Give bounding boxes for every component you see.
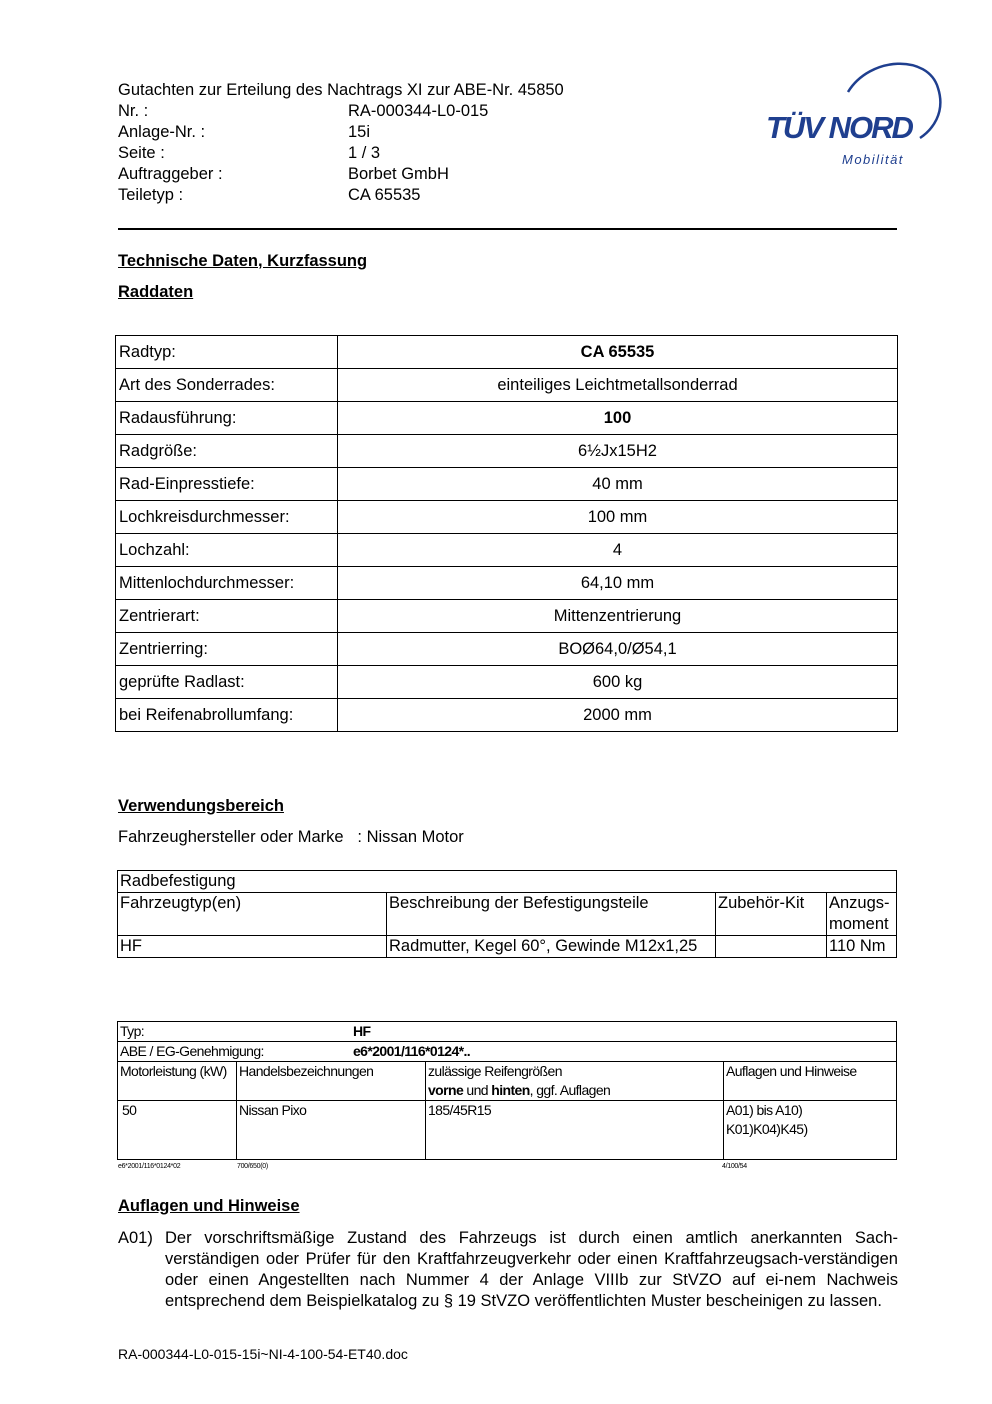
document-header [118,80,564,206]
table-row: Mittenlochdurchmesser: 64,10 mm [116,567,898,600]
manufacturer-line: Fahrzeughersteller oder Marke : Nissan Motor [118,828,464,846]
vehicle-type-table [117,1021,897,1160]
table-row: Radtyp: CA 65535 [116,336,898,369]
table-row: Art des Sonderrades: einteiliges Leichtmetallsonderrad [116,369,898,402]
wheel-data-table [115,335,898,732]
table-header-row: Fahrzeugtyp(en) Beschreibung der Befestigungsteile Zubehör-Kit Anzugs-moment [118,893,897,936]
note-label: A01) [118,1229,153,1247]
section-heading-wheel: Raddaten [118,283,194,301]
logo-sub: Mobilität [842,152,904,167]
table-row: Zentrierart: Mittenzentrierung [116,600,898,633]
fine-print: 4/100/54 [722,1163,747,1170]
header-row: Teiletyp : CA 65535 [118,186,421,204]
note-text: Der vorschriftsmäßige Zustand des Fahrzeugs ist durch einen amtlich anerkannten Sach-verständigen oder Prüfer für den Kraftfahrzeugverkehr oder einen Kraftfahrzeugsach-verständigen oder einen Angestellten nach Nummer 4 der Anlage VIIIb zur StVZO auf ei-nem Nachweis entsprechend dem Beispielkatalog zu § 19 StVZO veröffentlichten Muster bescheinigen zu lassen. [165,1229,898,1310]
table-row: 50 Nissan Pixo 185/45R15 A01) bis A10) K01)K04)K45) [118,1101,897,1160]
header-row: Nr. : RA-000344-L0-015 [118,102,489,120]
fastening-table [117,870,897,958]
table-row: Radbefestigung [118,871,897,893]
table-row: Radausführung: 100 [116,402,898,435]
footer-filename: RA-000344-L0-015-15i~NI-4-100-54-ET40.doc [118,1346,408,1362]
header-divider [118,228,897,230]
section-heading-technical: Technische Daten, Kurzfassung [118,252,368,270]
table-row: ABE / EG-Genehmigung: e6*2001/116*0124*.. [118,1042,897,1062]
fine-print: 700/650(0) [237,1163,268,1170]
header-row: Anlage-Nr. : 15i [118,123,371,141]
table-row: Radgröße: 6½Jx15H2 [116,435,898,468]
table-row: Lochkreisdurchmesser: 100 mm [116,501,898,534]
table-row: HF Radmutter, Kegel 60°, Gewinde M12x1,25 110 Nm [118,936,897,958]
table-row: geprüfte Radlast: 600 kg [116,666,898,699]
table-row: Lochzahl: 4 [116,534,898,567]
section-heading-notes: Auflagen und Hinweise [118,1197,300,1215]
note-paragraph [118,1228,898,1312]
tuv-nord-logo [760,58,945,173]
table-row: bei Reifenabrollumfang: 2000 mm [116,699,898,732]
table-row: Typ: HF [118,1022,897,1042]
section-heading-usage: Verwendungsbereich [118,797,284,815]
table-header-row: Motorleistung (kW) Handelsbezeichnungen zulässige Reifengrößen vorne und hinten, ggf. Auflagen Auflagen und Hinweise [118,1062,897,1101]
fine-print: e6*2001/116*0124*02 [118,1163,181,1170]
document-title: Gutachten zur Erteilung des Nachtrags XI zur ABE-Nr. 45850 [118,81,564,99]
logo-brand: TÜV NORD [766,110,912,145]
table-row: Rad-Einpresstiefe: 40 mm [116,468,898,501]
header-row: Seite : 1 / 3 [118,144,381,162]
header-row: Auftraggeber : Borbet GmbH [118,165,449,183]
table-row: Zentrierring: BOØ64,0/Ø54,1 [116,633,898,666]
